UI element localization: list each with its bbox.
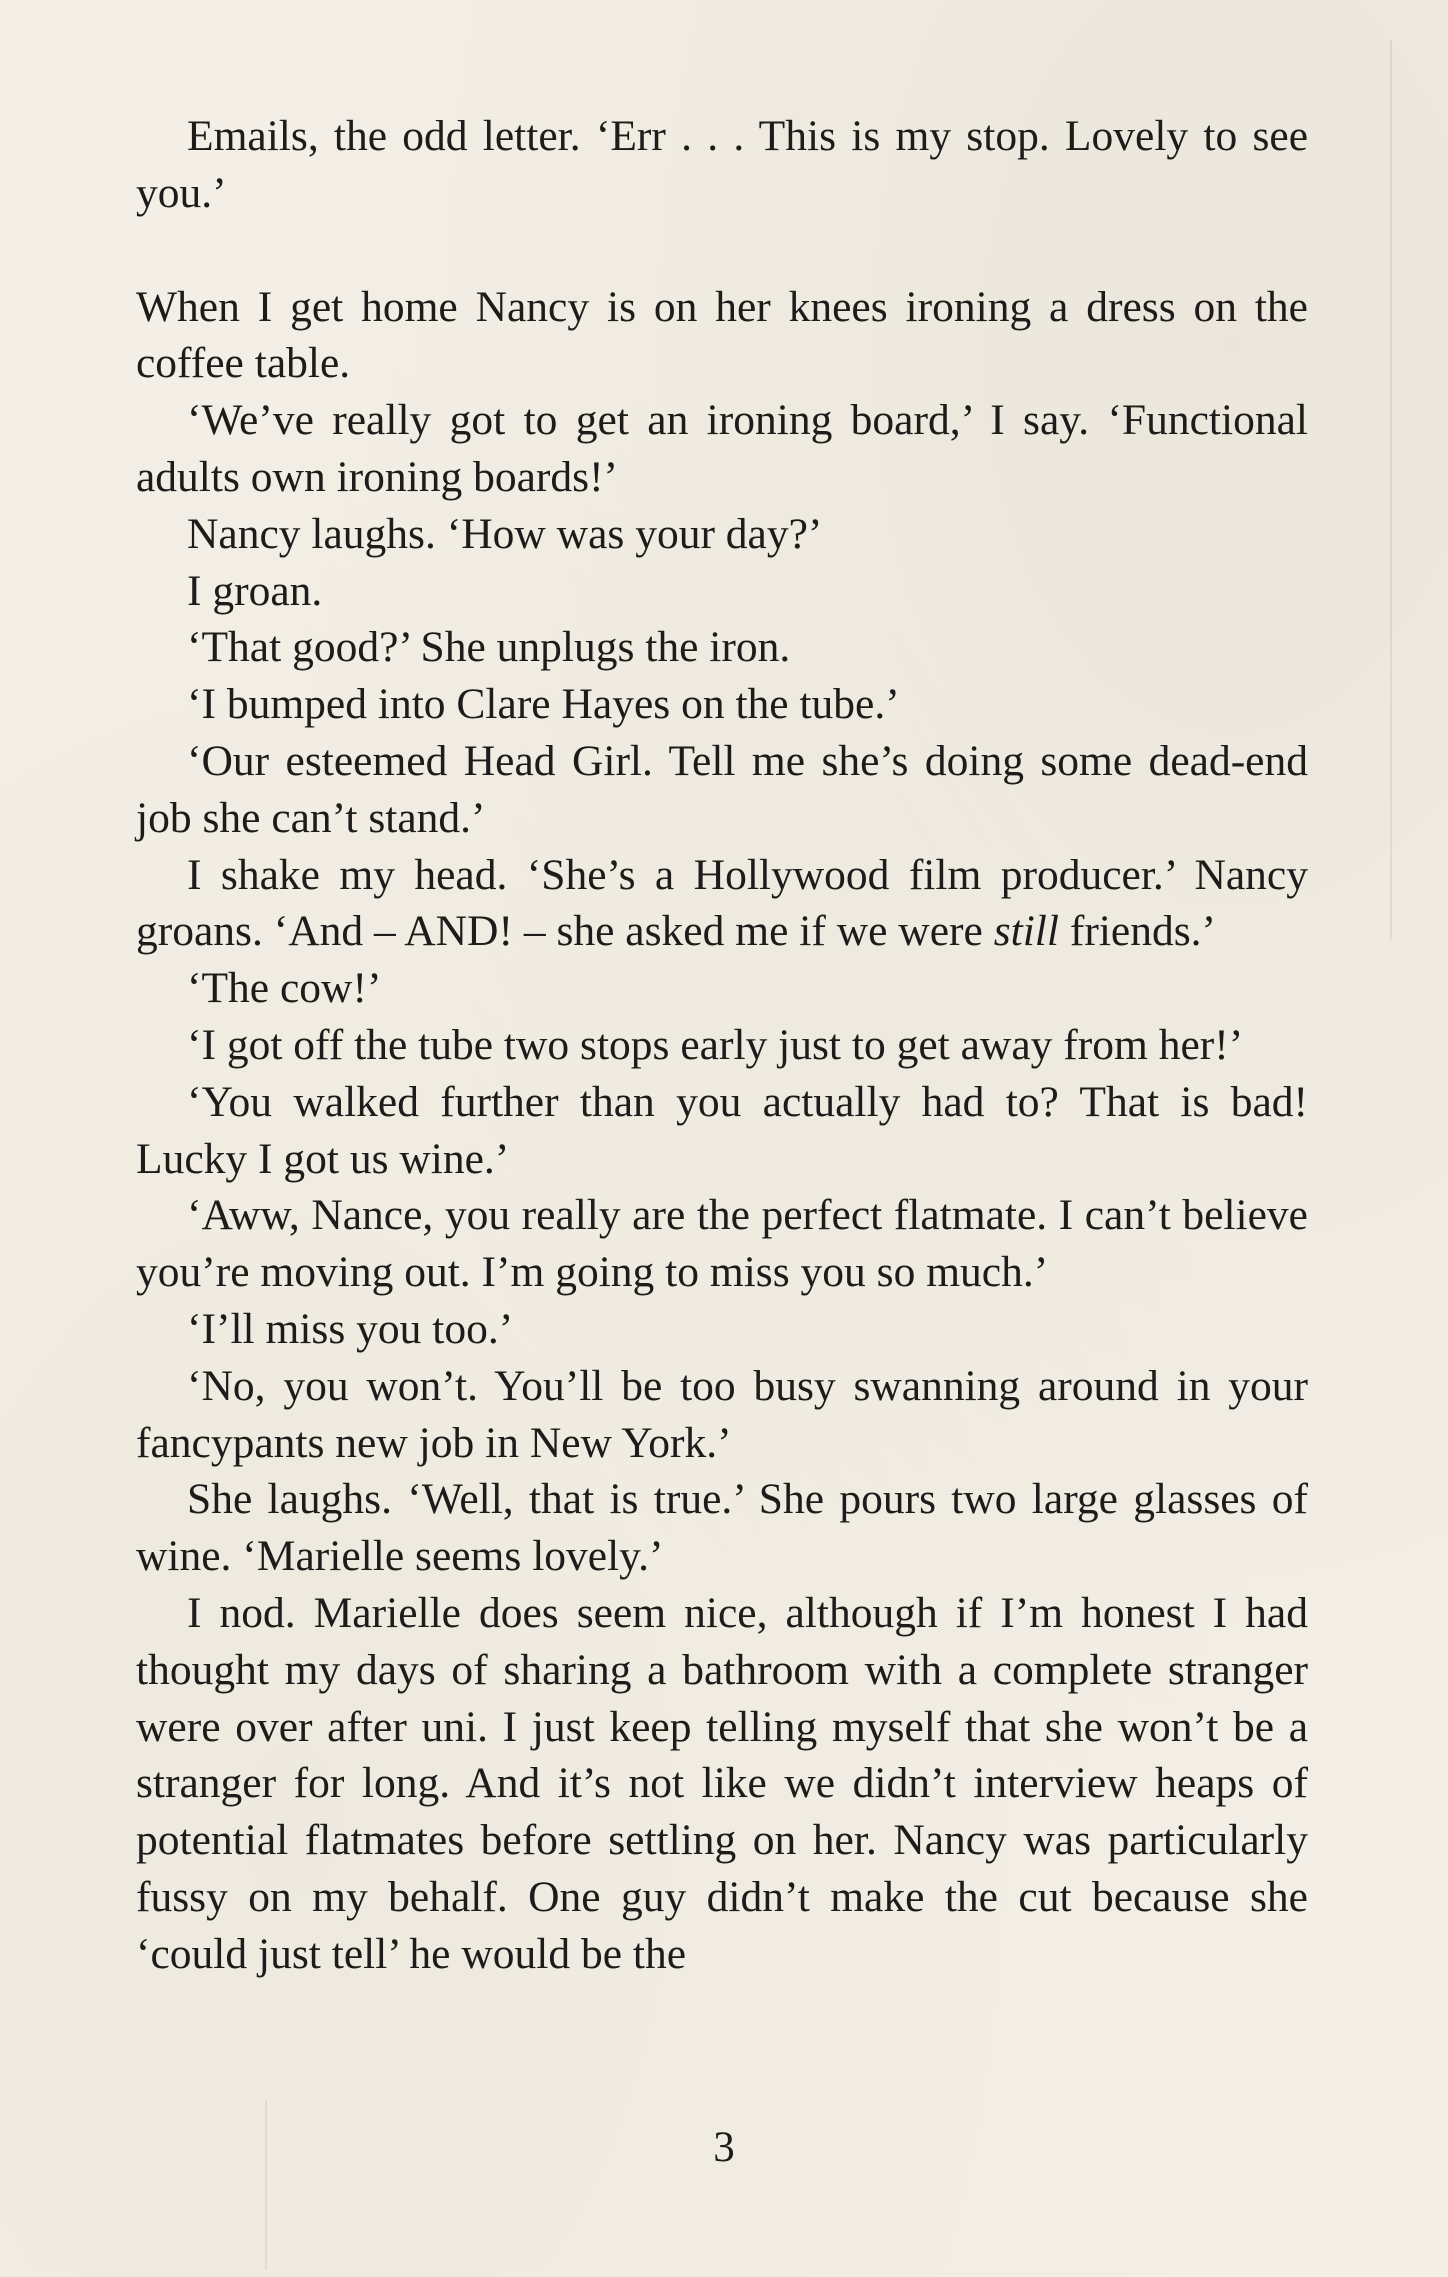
- paragraph: ‘We’ve really got to get an ironing board,’ I say. ‘Functional adults own ironing boards!’: [136, 396, 1308, 501]
- paragraph: ‘That good?’ She unplugs the iron.: [187, 623, 791, 672]
- paragraph: ‘No, you won’t. You’ll be too busy swanning around in your fancypants new job in New York.’: [136, 1361, 1308, 1467]
- paragraph: She laughs. ‘Well, that is true.’ She pours two large glasses of wine. ‘Marielle seems lovely.’: [136, 1475, 1308, 1581]
- paragraph: I shake my head. ‘She’s a Hollywood film producer.’ Nancy groans. ‘And – AND! – she asked me if we were still friends.’: [136, 850, 1308, 956]
- show-through-mark: [1390, 40, 1392, 940]
- paragraph: I groan.: [187, 566, 323, 615]
- emphasis: still: [993, 907, 1059, 956]
- paragraph: Emails, the odd letter. ‘Err . . . This is my stop. Lovely to see you.’: [136, 112, 1308, 217]
- paragraph: ‘I’ll miss you too.’: [187, 1304, 514, 1353]
- paragraph: ‘The cow!’: [187, 964, 382, 1013]
- section-break: [136, 222, 1308, 279]
- page-number: 3: [713, 2124, 735, 2171]
- paragraph: ‘Aww, Nance, you really are the perfect flatmate. I can’t believe you’re moving out. I’m going to miss you so much.’: [136, 1191, 1308, 1297]
- paragraph: When I get home Nancy is on her knees ironing a dress on the coffee table.: [136, 282, 1308, 388]
- paragraph: ‘You walked further than you actually had to? That is bad! Lucky I got us wine.’: [136, 1077, 1308, 1183]
- paragraph: I nod. Marielle does seem nice, although if I’m honest I had thought my days of sharing a bathroom with a complete stranger were over after uni. I just keep telling myself that she won’t be a stranger for long. And it’s not like we didn’t interview heaps of potential flatmates before settling on her. Nancy was particularly fussy on my behalf. One guy didn’t make the cut because she ‘could just tell’ he would be the: [136, 1588, 1308, 1978]
- paragraph: Nancy laughs. ‘How was your day?’: [187, 509, 823, 558]
- body-text: [136, 108, 1308, 1983]
- paragraph: ‘I got off the tube two stops early just to get away from her!’: [187, 1020, 1244, 1069]
- paragraph: ‘Our esteemed Head Girl. Tell me she’s doing some dead-end job she can’t stand.’: [136, 736, 1308, 842]
- paragraph: ‘I bumped into Clare Hayes on the tube.’: [187, 680, 900, 729]
